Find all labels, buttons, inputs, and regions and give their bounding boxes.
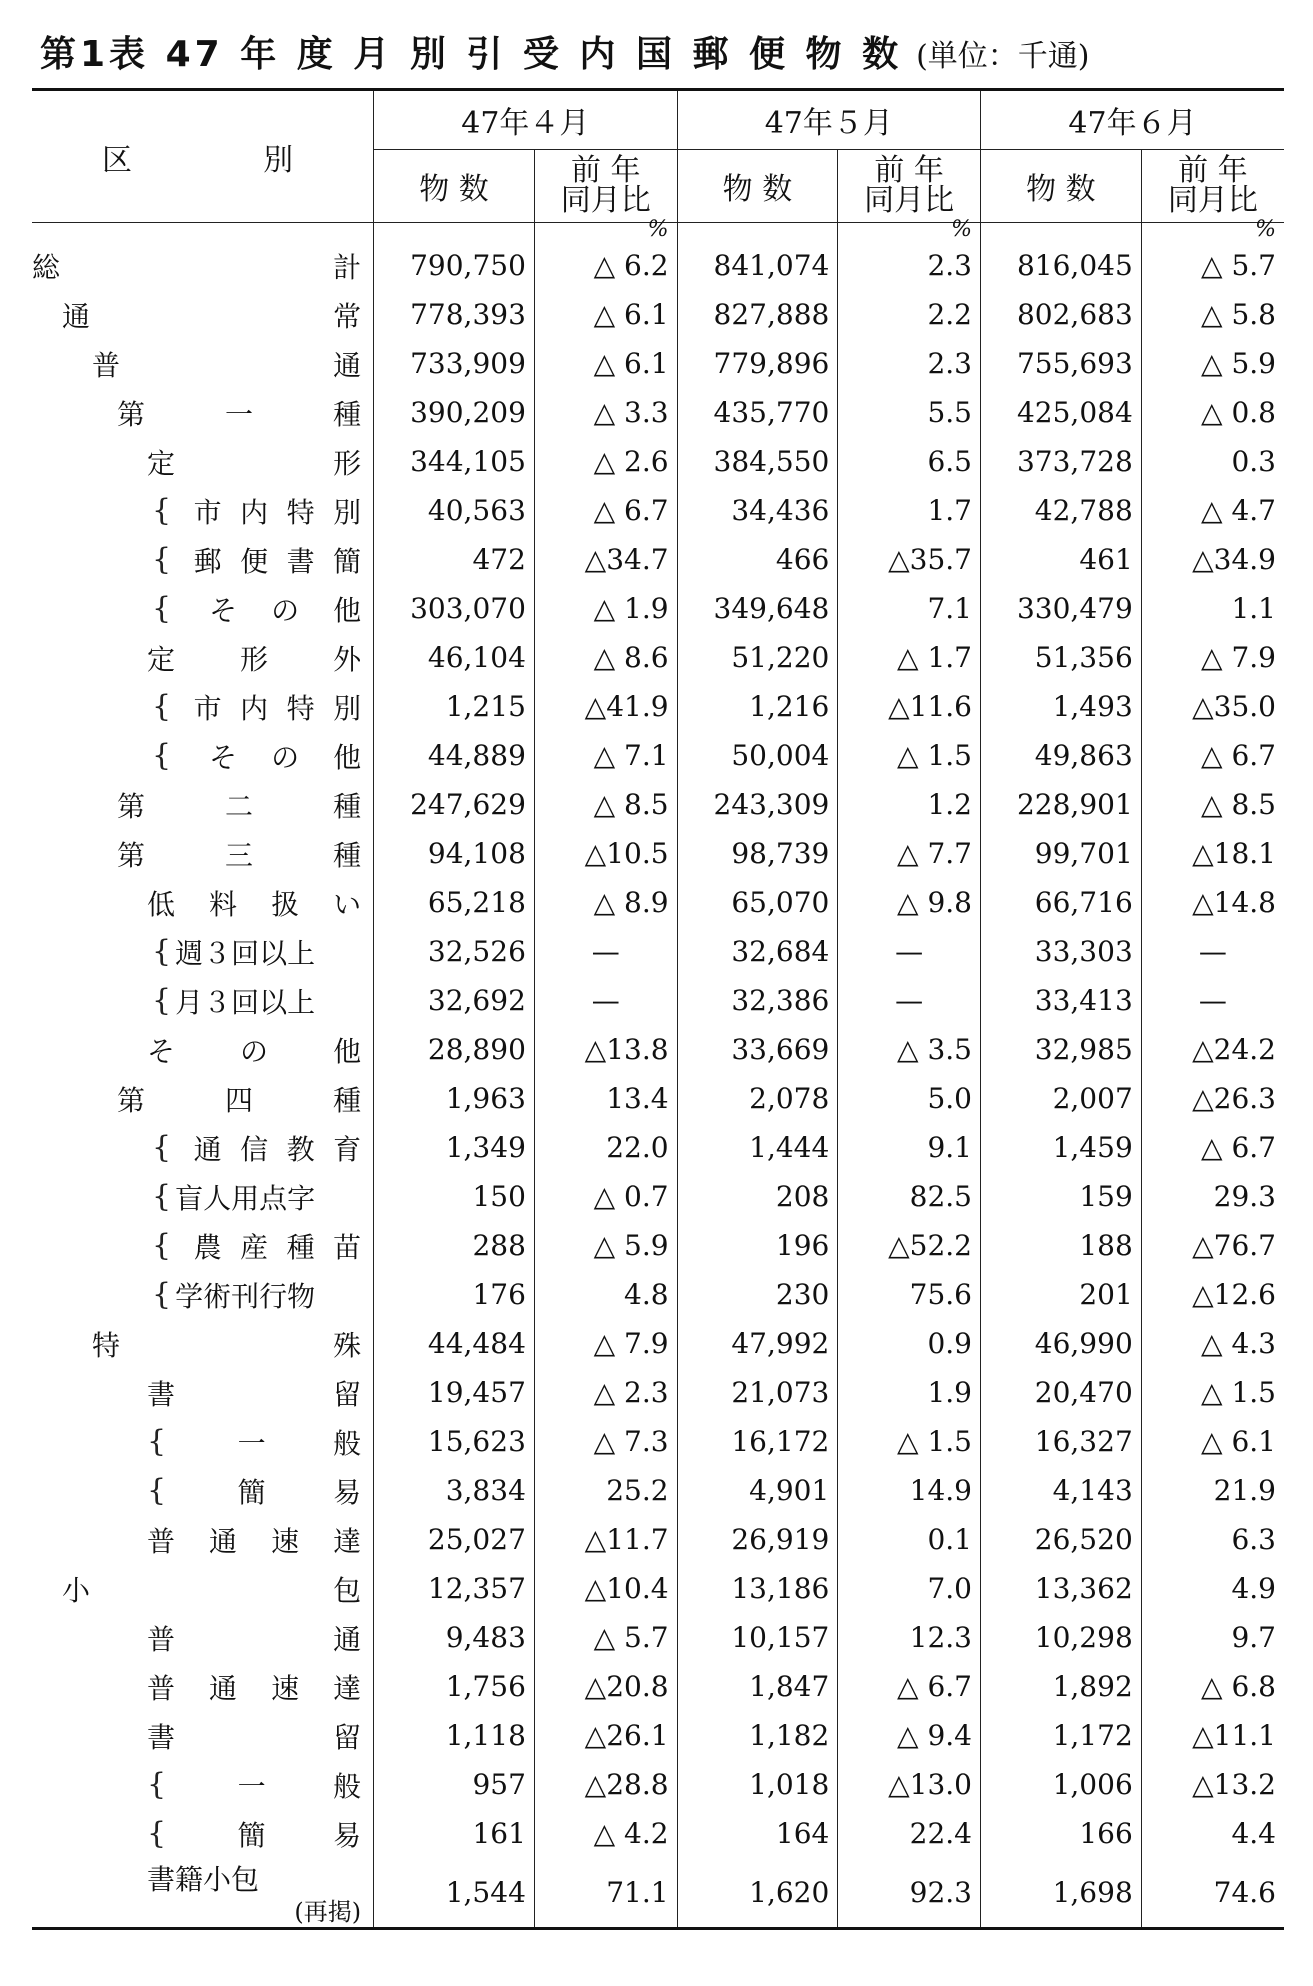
unit-label: (単位：千通) [916, 39, 1090, 74]
ratio-cell: — [838, 927, 981, 976]
row-label: 特 殊 [92, 1328, 362, 1362]
ratio-cell: 1.7 [838, 486, 981, 535]
ratio-cell: △ 1.7 [838, 633, 981, 682]
row-note: (再掲) [294, 1898, 362, 1926]
ratio-cell: △ 6.8 [1141, 1662, 1284, 1711]
category-header-char: 区 [102, 142, 132, 178]
count-cell: 827,888 [677, 290, 838, 339]
count-cell: 49,863 [981, 731, 1142, 780]
row-label: 第 二 種 [117, 789, 362, 823]
table-row [32, 388, 1284, 437]
ratio-cell: 25.2 [534, 1466, 677, 1515]
count-cell: 176 [374, 1270, 535, 1319]
ratio-cell: △ 7.3 [534, 1417, 677, 1466]
count-cell: 47,992 [677, 1319, 838, 1368]
count-cell: 50,004 [677, 731, 838, 780]
count-cell: 247,629 [374, 780, 535, 829]
count-cell: 94,108 [374, 829, 535, 878]
ratio-cell: △34.7 [534, 535, 677, 584]
row-label: { 一 般 [32, 1417, 374, 1466]
ratio-cell: 22.0 [534, 1123, 677, 1172]
ratio-cell: 1.1 [1141, 584, 1284, 633]
ratio-cell: 7.1 [838, 584, 981, 633]
count-cell: 51,220 [677, 633, 838, 682]
ratio-cell: △35.7 [838, 535, 981, 584]
table-row [32, 1515, 1284, 1564]
count-header: 物 数 [981, 150, 1142, 223]
table-title [40, 26, 1090, 77]
table-row [32, 1123, 1284, 1172]
row-label: 普 通 速 達 [147, 1524, 362, 1558]
ratio-cell: △11.7 [534, 1515, 677, 1564]
ratio-cell: 4.4 [1141, 1809, 1284, 1858]
count-cell: 20,470 [981, 1368, 1142, 1417]
count-cell: 3,834 [374, 1466, 535, 1515]
count-cell: 957 [374, 1760, 535, 1809]
count-cell: 228,901 [981, 780, 1142, 829]
table-row [32, 633, 1284, 682]
ratio-cell: △ 7.9 [534, 1319, 677, 1368]
count-cell: 65,070 [677, 878, 838, 927]
count-cell: 44,889 [374, 731, 535, 780]
ratio-cell: △ 6.1 [534, 339, 677, 388]
ratio-cell: 0.1 [838, 1515, 981, 1564]
count-cell: 390,209 [374, 388, 535, 437]
count-cell: 1,215 [374, 682, 535, 731]
count-cell: 1,172 [981, 1711, 1142, 1760]
count-cell: 1,118 [374, 1711, 535, 1760]
count-header: 物 数 [677, 150, 838, 223]
table-row [32, 1368, 1284, 1417]
table-row [32, 927, 1284, 976]
ratio-cell: △10.5 [534, 829, 677, 878]
ratio-cell: △ 8.5 [1141, 780, 1284, 829]
count-cell: 755,693 [981, 339, 1142, 388]
count-cell: 1,018 [677, 1760, 838, 1809]
ratio-cell: △26.1 [534, 1711, 677, 1760]
count-cell: 802,683 [981, 290, 1142, 339]
count-cell: 1,006 [981, 1760, 1142, 1809]
ratio-cell: 0.9 [838, 1319, 981, 1368]
count-cell: 4,143 [981, 1466, 1142, 1515]
ratio-cell: △ 1.5 [838, 1417, 981, 1466]
ratio-cell: 82.5 [838, 1172, 981, 1221]
table-row [32, 731, 1284, 780]
ratio-cell: △ 5.7 [1141, 241, 1284, 290]
month-header-may: 47年５月 [677, 90, 980, 150]
count-cell: 166 [981, 1809, 1142, 1858]
ratio-cell: 7.0 [838, 1564, 981, 1613]
table-row [32, 1221, 1284, 1270]
table-row [32, 1613, 1284, 1662]
count-cell: 733,909 [374, 339, 535, 388]
count-cell: 472 [374, 535, 535, 584]
row-label: { 市 内 特 別 [32, 682, 374, 731]
count-cell: 4,901 [677, 1466, 838, 1515]
row-label: { そ の 他 [32, 731, 374, 780]
row-label: 書籍小包 (再掲) [32, 1858, 374, 1929]
ratio-cell: △ 5.8 [1141, 290, 1284, 339]
count-cell: 435,770 [677, 388, 838, 437]
count-cell: 26,520 [981, 1515, 1142, 1564]
count-cell: 25,027 [374, 1515, 535, 1564]
count-cell: 461 [981, 535, 1142, 584]
count-cell: 40,563 [374, 486, 535, 535]
ratio-cell: △ 9.8 [838, 878, 981, 927]
ratio-cell: △ 4.7 [1141, 486, 1284, 535]
row-label: { 月３回以上 [32, 976, 374, 1025]
ratio-cell: △ 5.7 [534, 1613, 677, 1662]
count-cell: 466 [677, 535, 838, 584]
table-row [32, 1760, 1284, 1809]
ratio-cell: △ 5.9 [1141, 339, 1284, 388]
count-cell: 1,216 [677, 682, 838, 731]
title-text: 第1表 47 年 度 月 別 引 受 内 国 郵 便 物 数 [40, 34, 903, 75]
row-label: { 週３回以上 [32, 927, 374, 976]
row-label: { 農 産 種 苗 [32, 1221, 374, 1270]
count-cell: 1,620 [677, 1858, 838, 1929]
count-cell: 16,327 [981, 1417, 1142, 1466]
count-cell: 330,479 [981, 584, 1142, 633]
table-row [32, 290, 1284, 339]
count-cell: 816,045 [981, 241, 1142, 290]
table-row [32, 486, 1284, 535]
table-row [32, 1270, 1284, 1319]
ratio-cell: 4.9 [1141, 1564, 1284, 1613]
count-cell: 1,698 [981, 1858, 1142, 1929]
count-cell: 13,362 [981, 1564, 1142, 1613]
table-row [32, 829, 1284, 878]
table-row [32, 584, 1284, 633]
ratio-cell: △ 4.2 [534, 1809, 677, 1858]
count-cell: 1,963 [374, 1074, 535, 1123]
count-cell: 344,105 [374, 437, 535, 486]
count-header: 物 数 [374, 150, 535, 223]
ratio-cell: 9.7 [1141, 1613, 1284, 1662]
ratio-cell: 74.6 [1141, 1858, 1284, 1929]
ratio-cell: 71.1 [534, 1858, 677, 1929]
row-label: { 盲人用点字 [32, 1172, 374, 1221]
ratio-cell: — [1141, 927, 1284, 976]
row-label: 総 計 [32, 250, 362, 284]
ratio-cell: △52.2 [838, 1221, 981, 1270]
row-label: 書 留 [147, 1720, 362, 1754]
table-row [32, 1417, 1284, 1466]
percent-unit-row [32, 223, 1284, 242]
count-cell: 34,436 [677, 486, 838, 535]
count-cell: 46,104 [374, 633, 535, 682]
ratio-cell: △24.2 [1141, 1025, 1284, 1074]
count-cell: 32,684 [677, 927, 838, 976]
count-cell: 66,716 [981, 878, 1142, 927]
ratio-cell: △ 1.5 [1141, 1368, 1284, 1417]
table-row [32, 1172, 1284, 1221]
count-cell: 303,070 [374, 584, 535, 633]
row-label: 第 一 種 [117, 397, 362, 431]
ratio-cell: △ 1.9 [534, 584, 677, 633]
row-label: 低 料 扱 い [147, 887, 362, 921]
ratio-cell: △ 3.3 [534, 388, 677, 437]
ratio-cell: △ 8.9 [534, 878, 677, 927]
ratio-cell: — [838, 976, 981, 1025]
ratio-cell: 4.8 [534, 1270, 677, 1319]
table-row [32, 1074, 1284, 1123]
count-cell: 161 [374, 1809, 535, 1858]
count-cell: 32,386 [677, 976, 838, 1025]
ratio-cell: △ 0.8 [1141, 388, 1284, 437]
count-cell: 42,788 [981, 486, 1142, 535]
row-label: { 簡 易 [32, 1466, 374, 1515]
count-cell: 373,728 [981, 437, 1142, 486]
count-cell: 21,073 [677, 1368, 838, 1417]
row-label: { 一 般 [32, 1760, 374, 1809]
table-row [32, 780, 1284, 829]
ratio-cell: △13.8 [534, 1025, 677, 1074]
count-cell: 28,890 [374, 1025, 535, 1074]
count-cell: 778,393 [374, 290, 535, 339]
table-row [32, 1564, 1284, 1613]
count-cell: 1,756 [374, 1662, 535, 1711]
count-cell: 841,074 [677, 241, 838, 290]
count-cell: 425,084 [981, 388, 1142, 437]
row-label: { 郵 便 書 簡 [32, 535, 374, 584]
ratio-cell: △ 2.6 [534, 437, 677, 486]
row-label: そ の 他 [147, 1034, 362, 1068]
count-cell: 1,493 [981, 682, 1142, 731]
ratio-cell: △41.9 [534, 682, 677, 731]
count-cell: 159 [981, 1172, 1142, 1221]
count-cell: 46,990 [981, 1319, 1142, 1368]
row-label: { 市 内 特 別 [32, 486, 374, 535]
ratio-cell: △18.1 [1141, 829, 1284, 878]
category-header [32, 90, 374, 223]
ratio-cell: △13.0 [838, 1760, 981, 1809]
table-row [32, 1466, 1284, 1515]
ratio-cell: △ 7.7 [838, 829, 981, 878]
ratio-cell: — [1141, 976, 1284, 1025]
row-label: 書 留 [147, 1377, 362, 1411]
count-cell: 10,298 [981, 1613, 1142, 1662]
count-cell: 384,550 [677, 437, 838, 486]
ratio-cell: △ 0.7 [534, 1172, 677, 1221]
count-cell: 10,157 [677, 1613, 838, 1662]
ratio-cell: △ 6.7 [1141, 731, 1284, 780]
count-cell: 196 [677, 1221, 838, 1270]
ratio-cell: 0.3 [1141, 437, 1284, 486]
ratio-cell: 6.3 [1141, 1515, 1284, 1564]
month-header-april: 47年４月 [374, 90, 677, 150]
ratio-cell: 2.3 [838, 241, 981, 290]
row-label: 定 形 [147, 446, 362, 480]
ratio-cell: 5.5 [838, 388, 981, 437]
ratio-cell: △ 3.5 [838, 1025, 981, 1074]
table-body [32, 217, 1284, 1929]
table-row [32, 1025, 1284, 1074]
count-cell: 201 [981, 1270, 1142, 1319]
row-label: 普 通 [92, 348, 362, 382]
table-row [32, 1809, 1284, 1858]
count-cell: 150 [374, 1172, 535, 1221]
ratio-cell: △ 2.3 [534, 1368, 677, 1417]
count-cell: 19,457 [374, 1368, 535, 1417]
ratio-cell: △13.2 [1141, 1760, 1284, 1809]
ratio-cell: △34.9 [1141, 535, 1284, 584]
table-row [32, 241, 1284, 290]
ratio-cell: △ 8.5 [534, 780, 677, 829]
ratio-cell: △ 4.3 [1141, 1319, 1284, 1368]
count-cell: 33,669 [677, 1025, 838, 1074]
table-row [32, 878, 1284, 927]
count-cell: 779,896 [677, 339, 838, 388]
ratio-cell: 6.5 [838, 437, 981, 486]
row-label: 小 包 [62, 1573, 362, 1607]
count-cell: 1,544 [374, 1858, 535, 1929]
ratio-cell: 13.4 [534, 1074, 677, 1123]
ratio-cell: △ 5.9 [534, 1221, 677, 1270]
ratio-cell: △14.8 [1141, 878, 1284, 927]
count-cell: 1,847 [677, 1662, 838, 1711]
count-cell: 13,186 [677, 1564, 838, 1613]
count-cell: 32,526 [374, 927, 535, 976]
row-label: 定 形 外 [147, 642, 362, 676]
percent-mark: % [838, 223, 981, 242]
count-cell: 33,413 [981, 976, 1142, 1025]
count-cell: 32,692 [374, 976, 535, 1025]
count-cell: 1,459 [981, 1123, 1142, 1172]
percent-mark: % [534, 223, 677, 242]
count-cell: 65,218 [374, 878, 535, 927]
ratio-cell: △ 6.7 [838, 1662, 981, 1711]
count-cell: 51,356 [981, 633, 1142, 682]
table-row [32, 682, 1284, 731]
row-label: 通 常 [62, 299, 362, 333]
table-row [32, 1319, 1284, 1368]
count-cell: 15,623 [374, 1417, 535, 1466]
row-label: 普 通 速 達 [147, 1671, 362, 1705]
ratio-cell: 29.3 [1141, 1172, 1284, 1221]
category-header-char: 別 [263, 142, 294, 178]
table-row [32, 339, 1284, 388]
ratio-cell: △11.6 [838, 682, 981, 731]
row-label: { 通 信 教 育 [32, 1123, 374, 1172]
row-label: { 簡 易 [32, 1809, 374, 1858]
ratio-cell: △ 9.4 [838, 1711, 981, 1760]
row-label: 第 三 種 [117, 838, 362, 872]
ratio-cell: △ 6.2 [534, 241, 677, 290]
ratio-cell: 2.3 [838, 339, 981, 388]
count-cell: 2,007 [981, 1074, 1142, 1123]
count-cell: 1,349 [374, 1123, 535, 1172]
ratio-cell: △ 6.7 [1141, 1123, 1284, 1172]
ratio-cell: 75.6 [838, 1270, 981, 1319]
ratio-cell: 1.2 [838, 780, 981, 829]
ratio-cell: △26.3 [1141, 1074, 1284, 1123]
count-cell: 188 [981, 1221, 1142, 1270]
count-cell: 16,172 [677, 1417, 838, 1466]
ratio-cell: 2.2 [838, 290, 981, 339]
count-cell: 33,303 [981, 927, 1142, 976]
ratio-cell: 92.3 [838, 1858, 981, 1929]
ratio-cell: △20.8 [534, 1662, 677, 1711]
count-cell: 288 [374, 1221, 535, 1270]
ratio-cell: △11.1 [1141, 1711, 1284, 1760]
ratio-cell: △10.4 [534, 1564, 677, 1613]
count-cell: 12,357 [374, 1564, 535, 1613]
table-row [32, 1711, 1284, 1760]
table-row [32, 1662, 1284, 1711]
ratio-header: 前 年 同月比 [1141, 150, 1284, 223]
ratio-cell: 1.9 [838, 1368, 981, 1417]
count-cell: 99,701 [981, 829, 1142, 878]
ratio-cell: 9.1 [838, 1123, 981, 1172]
ratio-header: 前 年 同月比 [838, 150, 981, 223]
month-header-june: 47年６月 [981, 90, 1285, 150]
ratio-cell: △ 6.7 [534, 486, 677, 535]
count-cell: 790,750 [374, 241, 535, 290]
ratio-cell: △ 7.1 [534, 731, 677, 780]
count-cell: 26,919 [677, 1515, 838, 1564]
count-cell: 9,483 [374, 1613, 535, 1662]
table-row [32, 976, 1284, 1025]
count-cell: 98,739 [677, 829, 838, 878]
ratio-cell: △ 6.1 [534, 290, 677, 339]
ratio-cell: △76.7 [1141, 1221, 1284, 1270]
table-row [32, 1858, 1284, 1929]
ratio-cell: 14.9 [838, 1466, 981, 1515]
table-row [32, 437, 1284, 486]
count-cell: 1,182 [677, 1711, 838, 1760]
count-cell: 1,892 [981, 1662, 1142, 1711]
ratio-cell: △ 8.6 [534, 633, 677, 682]
count-cell: 44,484 [374, 1319, 535, 1368]
mail-volume-table [32, 88, 1284, 1930]
ratio-cell: △ 6.1 [1141, 1417, 1284, 1466]
ratio-cell: 5.0 [838, 1074, 981, 1123]
ratio-cell: — [534, 976, 677, 1025]
row-label: { そ の 他 [32, 584, 374, 633]
row-label: 第 四 種 [117, 1083, 362, 1117]
ratio-cell: — [534, 927, 677, 976]
count-cell: 243,309 [677, 780, 838, 829]
count-cell: 2,078 [677, 1074, 838, 1123]
percent-mark: % [1141, 223, 1284, 242]
ratio-cell: 21.9 [1141, 1466, 1284, 1515]
count-cell: 208 [677, 1172, 838, 1221]
ratio-cell: △28.8 [534, 1760, 677, 1809]
count-cell: 164 [677, 1809, 838, 1858]
ratio-cell: △ 7.9 [1141, 633, 1284, 682]
row-label: 普 通 [147, 1622, 362, 1656]
count-cell: 1,444 [677, 1123, 838, 1172]
row-label: { 学術刊行物 [32, 1270, 374, 1319]
count-cell: 349,648 [677, 584, 838, 633]
ratio-cell: 12.3 [838, 1613, 981, 1662]
table-row [32, 535, 1284, 584]
count-cell: 230 [677, 1270, 838, 1319]
ratio-cell: △35.0 [1141, 682, 1284, 731]
ratio-header: 前 年 同月比 [534, 150, 677, 223]
count-cell: 32,985 [981, 1025, 1142, 1074]
ratio-cell: △ 1.5 [838, 731, 981, 780]
ratio-cell: △12.6 [1141, 1270, 1284, 1319]
ratio-cell: 22.4 [838, 1809, 981, 1858]
table-header [32, 90, 1284, 223]
